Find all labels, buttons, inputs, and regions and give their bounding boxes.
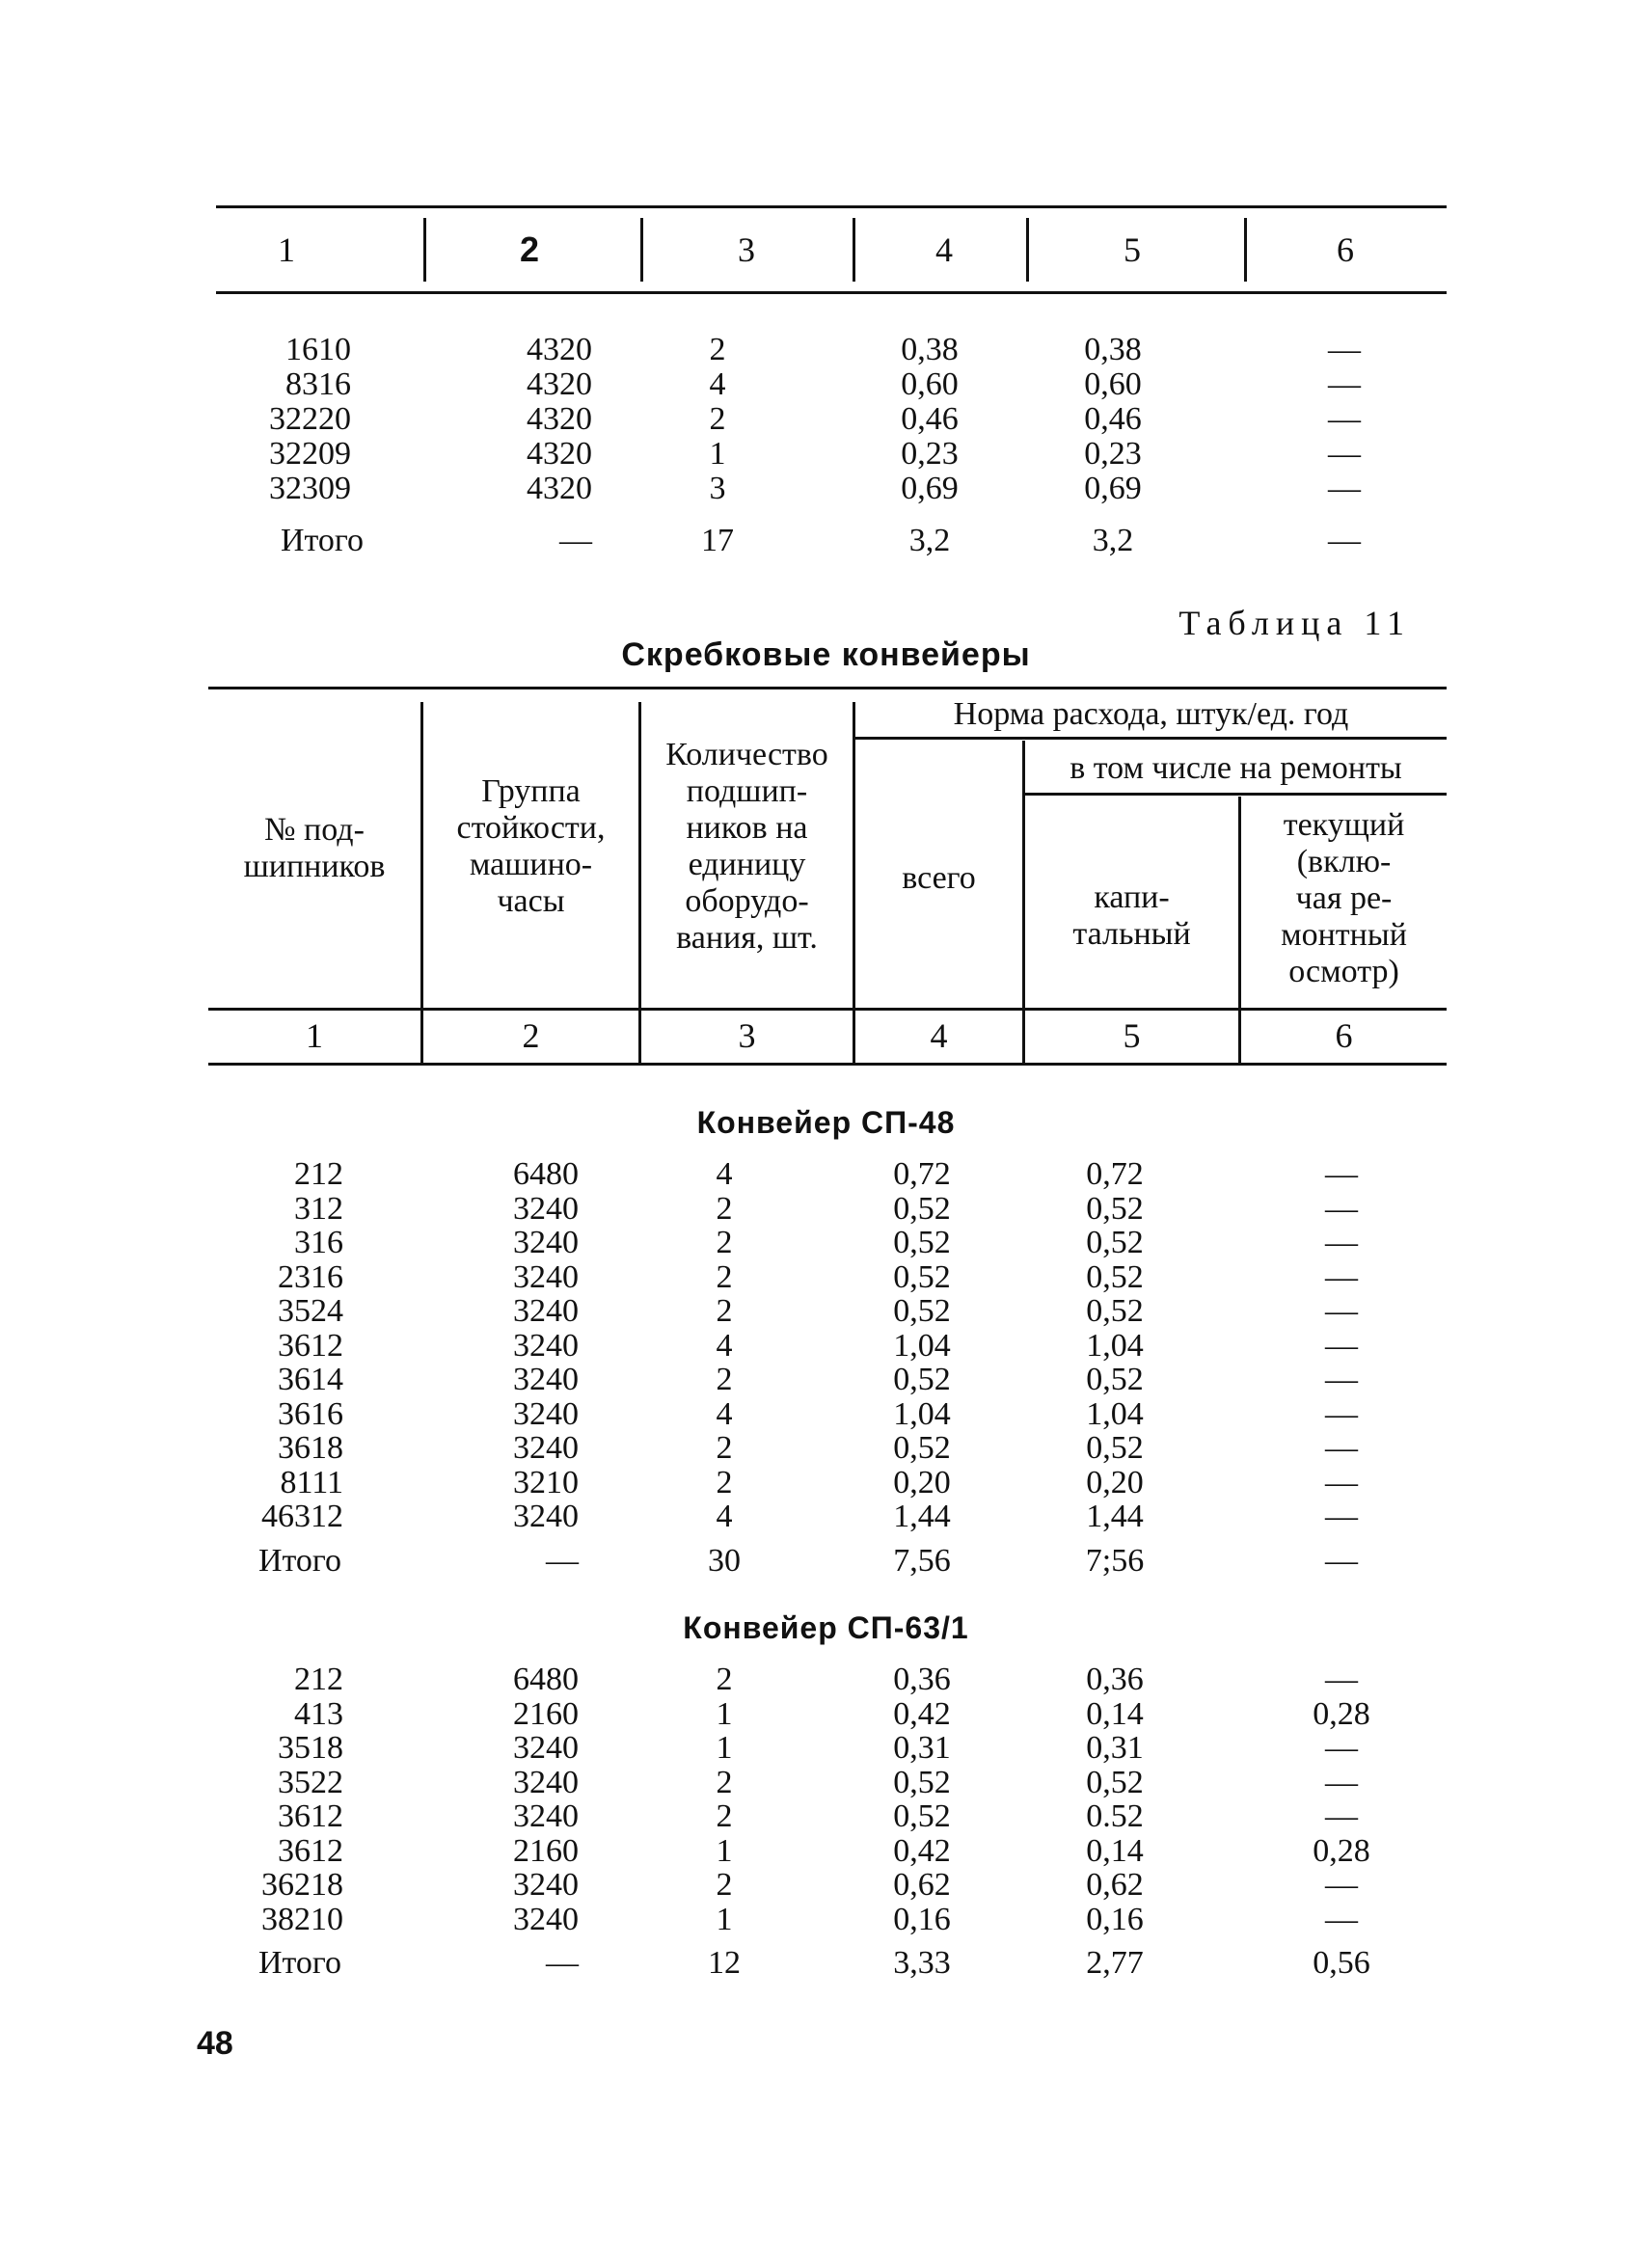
cell-col-4: 0,52 <box>893 1258 951 1295</box>
cell-col-1: 3612 <box>278 1327 343 1364</box>
cell-col-2: 3240 <box>513 1327 579 1364</box>
cell-col-5: 0,52 <box>1086 1293 1144 1329</box>
cell-col-4: 0,23 <box>901 436 959 472</box>
col-number-1: 1 <box>278 230 295 269</box>
cell-col-4: 0,69 <box>901 471 959 506</box>
column-number-4: 4 <box>930 1016 948 1055</box>
cell-col-6: — <box>1325 1798 1358 1834</box>
cell-col-1: 32309 <box>269 471 351 506</box>
table-row <box>208 1834 1447 1869</box>
cell-col-1: Итого <box>257 1945 342 1981</box>
cell-col-4: 0,52 <box>893 1225 951 1260</box>
cell-col-2: 3240 <box>513 1293 579 1329</box>
table-label: Таблица 11 <box>1178 604 1411 642</box>
cell-col-3: 2 <box>716 1798 733 1834</box>
table-row <box>216 402 1447 437</box>
cell-col-2: 3240 <box>513 1395 579 1432</box>
cell-col-6: — <box>1325 1430 1358 1466</box>
header-bearing-number: № под- шипников <box>243 812 386 884</box>
cell-col-3: 2 <box>716 1225 733 1260</box>
page-number: 48 <box>197 2025 233 2062</box>
column-number-5: 5 <box>1123 1016 1141 1055</box>
cell-col-3: 1 <box>709 436 726 472</box>
cell-col-4: 1,04 <box>893 1395 951 1432</box>
table-row <box>208 1662 1447 1697</box>
cell-col-5: 0,72 <box>1086 1156 1144 1192</box>
table-row <box>208 1260 1447 1295</box>
cell-col-2: 6480 <box>513 1662 579 1697</box>
cell-col-2: 3210 <box>513 1464 579 1500</box>
header-capital: капи- тальный <box>1072 879 1191 952</box>
cell-col-6: — <box>1325 1542 1358 1579</box>
table-row <box>208 1294 1447 1329</box>
cell-col-3: 2 <box>716 1464 733 1500</box>
cell-col-2: 3240 <box>513 1901 579 1937</box>
cell-col-1: 3518 <box>278 1730 343 1766</box>
cell-col-2: 3240 <box>513 1730 579 1766</box>
cell-col-3: 2 <box>709 332 726 367</box>
cell-col-2: 4320 <box>527 332 592 367</box>
cell-col-4: 0,52 <box>893 1190 951 1227</box>
cell-col-6: — <box>1325 1362 1358 1397</box>
table-row <box>208 1226 1447 1260</box>
cell-col-3: 1 <box>716 1695 733 1732</box>
cell-col-1: 316 <box>294 1225 343 1260</box>
cell-col-3: 4 <box>716 1395 733 1432</box>
cell-col-4: 0,36 <box>893 1662 951 1697</box>
cell-col-4: 0,42 <box>893 1695 951 1732</box>
cell-col-4: 3,33 <box>893 1945 951 1981</box>
cell-col-1: 36218 <box>261 1867 343 1903</box>
header-bearing-quantity: Количество подшип- ников на единицу оборудо- вания, шт. <box>665 737 828 956</box>
continuation-data <box>216 332 1447 558</box>
cell-col-6: — <box>1325 1293 1358 1329</box>
cell-col-3: 2 <box>716 1430 733 1466</box>
cell-col-5: 7;56 <box>1085 1542 1145 1579</box>
cell-col-6: 0,28 <box>1313 1832 1370 1869</box>
cell-col-1: Итого <box>257 1542 342 1579</box>
cell-col-4: 0,52 <box>893 1362 951 1397</box>
cell-col-3: 30 <box>708 1542 741 1579</box>
cell-col-1: 212 <box>294 1662 343 1697</box>
section-title-sp48: Конвейер СП-48 <box>696 1105 956 1140</box>
table-row <box>216 437 1447 472</box>
cell-col-1: 3618 <box>278 1430 343 1466</box>
cell-col-1: 1610 <box>285 332 351 367</box>
col-number-3: 3 <box>738 230 755 269</box>
cell-col-4: 0,72 <box>893 1156 951 1192</box>
table-row <box>208 1766 1447 1800</box>
cell-col-4: 1,44 <box>893 1499 951 1534</box>
cell-col-5: 0,62 <box>1086 1867 1144 1903</box>
cell-col-6: — <box>1325 1225 1358 1260</box>
cell-col-2: 3240 <box>513 1867 579 1903</box>
cell-col-4: 0,38 <box>901 332 959 367</box>
cell-col-5: 0,52 <box>1086 1764 1144 1800</box>
cell-col-1: 413 <box>294 1695 343 1732</box>
cell-col-5: 0,16 <box>1086 1901 1144 1937</box>
cell-col-3: 12 <box>708 1945 741 1981</box>
column-number-6: 6 <box>1335 1016 1353 1055</box>
cell-col-6: — <box>1325 1190 1358 1227</box>
table-row <box>208 1431 1447 1466</box>
cell-col-5: 0,52 <box>1086 1190 1144 1227</box>
table11-header <box>208 687 1447 1067</box>
cell-col-3: 2 <box>716 1764 733 1800</box>
cell-col-4: 0,31 <box>893 1730 951 1766</box>
cell-col-4: 0,60 <box>901 366 959 402</box>
cell-col-2: 3240 <box>513 1362 579 1397</box>
cell-col-6: — <box>1328 401 1361 437</box>
table-row <box>208 1466 1447 1500</box>
continuation-table <box>216 205 1447 558</box>
table-row <box>208 1500 1447 1534</box>
cell-col-6: 0,56 <box>1313 1945 1370 1981</box>
cell-col-3: 17 <box>701 523 734 558</box>
cell-col-5: 0,52 <box>1086 1362 1144 1397</box>
cell-col-2: 4320 <box>527 401 592 437</box>
cell-col-6: — <box>1325 1499 1358 1534</box>
cell-col-3: 2 <box>709 401 726 437</box>
cell-col-1: 38210 <box>261 1901 343 1937</box>
cell-col-5: 0,23 <box>1084 436 1142 472</box>
cell-col-1: 3614 <box>278 1362 343 1397</box>
cell-col-2: 3240 <box>513 1190 579 1227</box>
cell-col-1: 3524 <box>278 1293 343 1329</box>
table-row <box>208 1868 1447 1903</box>
cell-col-5: 0,52 <box>1086 1225 1144 1260</box>
header-total: всего <box>902 860 976 896</box>
cell-col-5: 1,44 <box>1086 1499 1144 1534</box>
cell-col-6: — <box>1325 1867 1358 1903</box>
cell-col-2: — <box>546 1542 579 1579</box>
table-row <box>208 1363 1447 1397</box>
total-row <box>208 1544 1447 1579</box>
cell-col-3: 2 <box>716 1258 733 1295</box>
cell-col-3: 2 <box>716 1190 733 1227</box>
cell-col-6: — <box>1328 471 1361 506</box>
cell-col-6: — <box>1325 1395 1358 1432</box>
cell-col-5: 0,20 <box>1086 1464 1144 1500</box>
cell-col-4: 0,42 <box>893 1832 951 1869</box>
cell-col-1: 3612 <box>278 1832 343 1869</box>
table-row <box>216 472 1447 506</box>
cell-col-3: 2 <box>716 1362 733 1397</box>
table-row <box>208 1697 1447 1732</box>
header-including-repairs: в том числе на ремонты <box>1070 750 1402 786</box>
cell-col-4: 0,52 <box>893 1764 951 1800</box>
cell-col-6: — <box>1325 1730 1358 1766</box>
cell-col-3: 1 <box>716 1730 733 1766</box>
cell-col-6: — <box>1325 1258 1358 1295</box>
cell-col-5: 1,04 <box>1086 1395 1144 1432</box>
cell-col-1: 312 <box>294 1190 343 1227</box>
cell-col-2: 4320 <box>527 471 592 506</box>
cell-col-5: 0,14 <box>1086 1695 1144 1732</box>
table-title: Скребковые конвейеры <box>621 636 1031 673</box>
cell-col-6: 0,28 <box>1313 1695 1370 1732</box>
table-row <box>208 1903 1447 1937</box>
cell-col-1: 3616 <box>278 1395 343 1432</box>
cell-col-4: 7,56 <box>893 1542 951 1579</box>
cell-col-5: 0,52 <box>1086 1258 1144 1295</box>
cell-col-5: 0.52 <box>1086 1798 1144 1834</box>
cell-col-1: Итого <box>280 523 365 558</box>
cell-col-3: 3 <box>709 471 726 506</box>
cell-col-2: — <box>559 523 592 558</box>
header-consumption-norm: Норма расхода, штук/ед. год <box>953 696 1349 732</box>
cell-col-4: 0,16 <box>893 1901 951 1937</box>
col-number-4: 4 <box>935 230 953 269</box>
column-number-1: 1 <box>306 1016 323 1055</box>
cell-col-5: 0,36 <box>1086 1662 1144 1697</box>
cell-col-5: 0,31 <box>1086 1730 1144 1766</box>
cell-col-1: 2316 <box>278 1258 343 1295</box>
cell-col-6: — <box>1328 366 1361 402</box>
cell-col-3: 4 <box>716 1327 733 1364</box>
cell-col-3: 4 <box>709 366 726 402</box>
cell-col-2: 3240 <box>513 1430 579 1466</box>
cell-col-6: — <box>1325 1662 1358 1697</box>
cell-col-3: 1 <box>716 1901 733 1937</box>
cell-col-1: 212 <box>294 1156 343 1192</box>
cell-col-3: 1 <box>716 1832 733 1869</box>
cell-col-4: 0,52 <box>893 1430 951 1466</box>
cell-col-1: 8111 <box>280 1464 343 1500</box>
cell-col-6: — <box>1325 1464 1358 1500</box>
cell-col-2: 3240 <box>513 1225 579 1260</box>
cell-col-4: 0,46 <box>901 401 959 437</box>
cell-col-2: 3240 <box>513 1764 579 1800</box>
table-row <box>208 1329 1447 1364</box>
cell-col-6: — <box>1328 523 1361 558</box>
cell-col-2: 3240 <box>513 1798 579 1834</box>
cell-col-5: 0,14 <box>1086 1832 1144 1869</box>
table-row <box>208 1799 1447 1834</box>
cell-col-4: 0,52 <box>893 1798 951 1834</box>
column-number-2: 2 <box>522 1016 540 1055</box>
header-durability-group: Группа стойкости, машино- часы <box>456 773 606 919</box>
cell-col-3: 2 <box>716 1867 733 1903</box>
cell-col-6: — <box>1325 1764 1358 1800</box>
cell-col-1: 3522 <box>278 1764 343 1800</box>
cell-col-1: 3612 <box>278 1798 343 1834</box>
cell-col-4: 0,20 <box>893 1464 951 1500</box>
cell-col-1: 8316 <box>285 366 351 402</box>
cell-col-2: 4320 <box>527 436 592 472</box>
cell-col-1: 32209 <box>269 436 351 472</box>
cell-col-5: 0,38 <box>1084 332 1142 367</box>
cell-col-5: 3,2 <box>1092 523 1134 558</box>
table-row <box>208 1731 1447 1766</box>
cell-col-4: 1,04 <box>893 1327 951 1364</box>
table-row <box>216 367 1447 402</box>
cell-col-6: — <box>1325 1901 1358 1937</box>
col-number-6: 6 <box>1337 230 1354 269</box>
section-title-sp63: Конвейер СП-63/1 <box>683 1610 969 1645</box>
cell-col-5: 2,77 <box>1086 1945 1144 1981</box>
cell-col-2: — <box>546 1945 579 1981</box>
table-row <box>216 333 1447 367</box>
cell-col-2: 2160 <box>513 1695 579 1732</box>
column-number-3: 3 <box>738 1016 756 1055</box>
table-row <box>208 1192 1447 1227</box>
cell-col-5: 0,46 <box>1084 401 1142 437</box>
continuation-header-row <box>216 205 1447 294</box>
cell-col-3: 2 <box>716 1293 733 1329</box>
cell-col-2: 3240 <box>513 1499 579 1534</box>
cell-col-2: 4320 <box>527 366 592 402</box>
cell-col-4: 0,52 <box>893 1293 951 1329</box>
cell-col-2: 6480 <box>513 1156 579 1192</box>
cell-col-1: 46312 <box>261 1499 343 1534</box>
table-row <box>208 1157 1447 1192</box>
total-row <box>216 524 1447 558</box>
col-number-5: 5 <box>1124 230 1141 269</box>
cell-col-1: 32220 <box>269 401 351 437</box>
col-number-2: 2 <box>519 230 540 269</box>
cell-col-3: 4 <box>716 1156 733 1192</box>
cell-col-4: 0,62 <box>893 1867 951 1903</box>
cell-col-5: 0,60 <box>1084 366 1142 402</box>
cell-col-2: 3240 <box>513 1258 579 1295</box>
cell-col-6: — <box>1328 332 1361 367</box>
cell-col-4: 3,2 <box>908 523 951 558</box>
cell-col-3: 4 <box>716 1499 733 1534</box>
cell-col-5: 0,52 <box>1086 1430 1144 1466</box>
header-current: текущий (вклю- чая ре- монтный осмотр) <box>1281 807 1407 989</box>
cell-col-5: 0,69 <box>1084 471 1142 506</box>
cell-col-2: 2160 <box>513 1832 579 1869</box>
cell-col-6: — <box>1325 1327 1358 1364</box>
cell-col-3: 2 <box>716 1662 733 1697</box>
table-row <box>208 1397 1447 1432</box>
cell-col-5: 1,04 <box>1086 1327 1144 1364</box>
cell-col-6: — <box>1325 1156 1358 1192</box>
cell-col-6: — <box>1328 436 1361 472</box>
total-row <box>208 1946 1447 1981</box>
